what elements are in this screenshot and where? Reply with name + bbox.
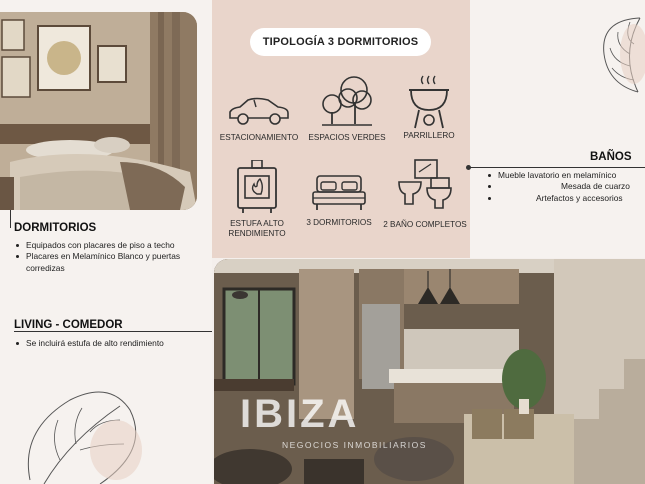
car-icon	[226, 96, 292, 128]
amenity-green-spaces: ESPACIOS VERDES	[305, 72, 389, 143]
bed-icon	[311, 174, 367, 212]
list-item: Equipados con placares de piso a techo	[14, 240, 204, 251]
typology-title: TIPOLOGÍA 3 DORMITORIOS	[250, 28, 431, 56]
banos-list	[486, 170, 645, 204]
list-item: Mesada de cuarzo	[486, 181, 645, 192]
bathroom-icon	[397, 158, 453, 212]
living-kitchen-photo	[214, 259, 645, 484]
monstera-leaf-icon	[590, 14, 645, 94]
list-item: Mueble lavatorio en melamínico	[486, 170, 645, 181]
list-item: Se incluirá estufa de alto rendimiento	[14, 338, 204, 349]
amenity-bedrooms: 3 DORMITORIOS	[306, 174, 372, 228]
stove-icon	[235, 160, 279, 214]
amenity-bathrooms: 2 BAÑO COMPLETOS	[380, 158, 470, 230]
trees-icon	[318, 72, 376, 130]
living-list	[14, 338, 204, 349]
bedroom-photo	[0, 12, 197, 210]
dormitorios-connector-line	[10, 210, 11, 228]
dormitorios-title: DORMITORIOS	[14, 222, 97, 234]
amenity-grill: PARRILLERO	[392, 74, 466, 141]
living-connector-line	[14, 331, 212, 332]
list-item: Placares en Melamínico Blanco y puertas corredizas	[14, 251, 204, 274]
leaf-decoration-icon	[20, 380, 150, 484]
brand-logo: IBIZA	[240, 392, 360, 436]
grill-icon	[407, 74, 451, 130]
amenity-parking: ESTACIONAMIENTO	[218, 96, 300, 143]
brand-tagline: NEGOCIOS INMOBILIARIOS	[282, 440, 427, 450]
banos-connector-line	[470, 167, 645, 168]
list-item: Artefactos y accesorios	[486, 193, 645, 204]
living-title: LIVING - COMEDOR	[14, 319, 123, 331]
dormitorios-list	[14, 240, 204, 274]
amenity-stove: ESTUFA ALTO RENDIMIENTO	[220, 160, 294, 240]
banos-title: BAÑOS	[590, 151, 632, 163]
